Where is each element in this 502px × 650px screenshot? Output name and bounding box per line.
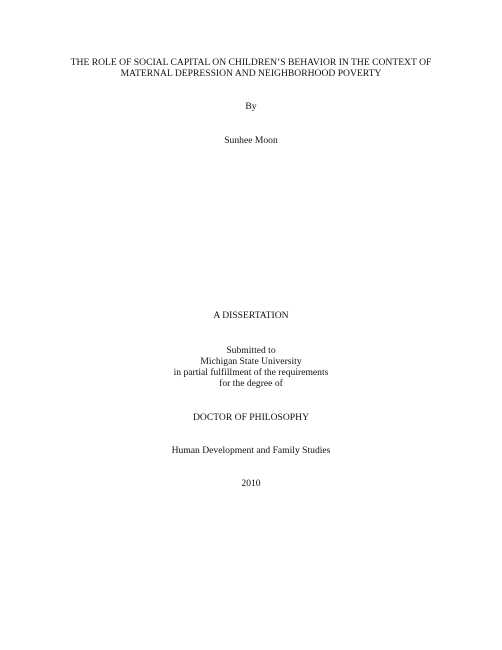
- submission-line-3: in partial fulfillment of the requirements: [173, 367, 329, 378]
- dissertation-title-line-1: THE ROLE OF SOCIAL CAPITAL ON CHILDREN’S BEHAVIOR IN THE CONTEXT OF: [70, 57, 432, 68]
- submission-line-2: Michigan State University: [200, 356, 302, 367]
- submission-year: 2010: [241, 478, 261, 489]
- submission-line-4: for the degree of: [219, 378, 283, 389]
- dissertation-title-line-2: MATERNAL DEPRESSION AND NEIGHBORHOOD POVERTY: [120, 68, 382, 79]
- submission-line-1: Submitted to: [226, 345, 276, 356]
- degree-name: DOCTOR OF PHILOSOPHY: [192, 412, 310, 423]
- author-name: Sunhee Moon: [224, 135, 278, 146]
- by-label: By: [245, 101, 257, 112]
- department-name: Human Development and Family Studies: [171, 445, 331, 456]
- document-type: A DISSERTATION: [213, 310, 289, 321]
